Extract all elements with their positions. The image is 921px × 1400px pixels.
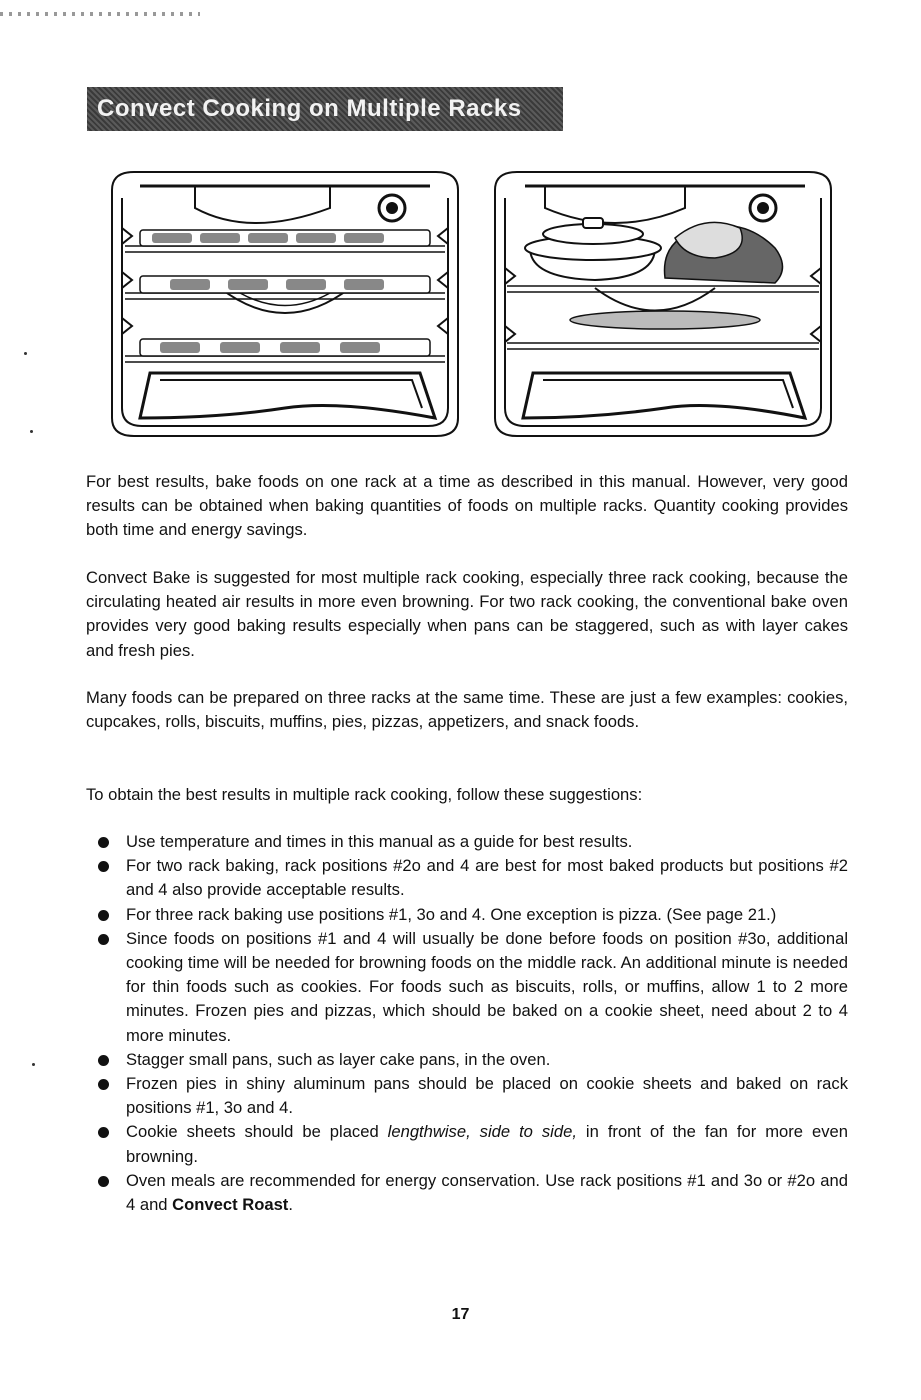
list-item-text: Frozen pies in shiny aluminum pans should be placed on cookie sheets and baked on rack positions #1, 3o and 4.: [126, 1074, 848, 1118]
oven-illustration-oven-meal: [485, 168, 840, 440]
list-item: [86, 854, 848, 902]
bullet-icon: [98, 1055, 109, 1066]
list-item: [86, 903, 848, 927]
paragraph-convect-bake: Convect Bake is suggested for most multiple rack cooking, especially three rack cooking, because the circulating heated air results in more even browning. For two rack cooking, the conventional bake oven provides very good baking results especially when pans can be staggered, such as with layer cakes and fresh pies.: [86, 568, 848, 660]
scan-speck: [32, 1063, 35, 1066]
list-item: [86, 1120, 848, 1168]
scan-artifact: [0, 12, 200, 16]
list-item: [86, 1072, 848, 1120]
page-number: 17: [451, 1306, 470, 1323]
paragraph-examples: Many foods can be prepared on three racks at the same time. These are just a few examples: cookies, cupcakes, rolls, biscuits, muffins, pies, pizzas, appetizers, and snack foods.: [86, 688, 848, 732]
list-item-text: Stagger small pans, such as layer cake pans, in the oven.: [126, 1049, 551, 1069]
scan-speck: [30, 430, 33, 433]
list-item-text-end: in front of the fan for more even browning.: [126, 1122, 848, 1166]
bullet-icon: [98, 910, 109, 921]
bullet-icon: [98, 934, 109, 945]
list-item: [86, 1169, 848, 1217]
list-item-text: For two rack baking, rack positions #2o and 4 are best for most baked products but positions #2 and 4 also provide acceptable results.: [126, 856, 848, 900]
list-item: [86, 1048, 848, 1072]
list-item-text-end: .: [288, 1195, 293, 1215]
bullet-icon: [98, 1176, 109, 1187]
list-item-emphasis: lengthwise, side to side,: [387, 1122, 577, 1142]
list-item-bold: Convect Roast: [172, 1195, 289, 1215]
list-item-text: Since foods on positions #1 and 4 will usually be done before foods on position #3o, additional cooking time will be needed for browning foods on the middle rack. An additional minute is needed for thin foods such as cookies. For foods such as biscuits, rolls, or muffins, allow 1 to 2 more minutes. Frozen pies and pizzas, which should be baked on a cookie sheet, need about 2 to 4 more minutes.: [126, 928, 848, 1045]
section-title: Convect Cooking on Multiple Racks: [97, 95, 522, 122]
list-item: [86, 830, 848, 854]
suggestions-intro: To obtain the best results in multiple rack cooking, follow these suggestions:: [86, 785, 643, 804]
oven-illustration-cookies: [100, 168, 470, 440]
list-item-text: For three rack baking use positions #1, 3o and 4. One exception is pizza. (See page 21.): [126, 904, 777, 924]
bullet-icon: [98, 1079, 109, 1090]
bullet-icon: [98, 861, 109, 872]
bullet-icon: [98, 1127, 109, 1138]
list-item-text-start: Oven meals are recommended for energy conservation. Use rack positions #1 and 3o or #2o and 4 and: [126, 1170, 848, 1215]
paragraph-intro: For best results, bake foods on one rack at a time as described in this manual. However, very good results can be obtained when baking quantities of foods on multiple racks. Quantity cooking provides both time and energy savings.: [86, 472, 848, 540]
bullet-icon: [98, 837, 109, 848]
section-title-bar: [87, 87, 563, 131]
list-item: [86, 927, 848, 1048]
list-item-text: Use temperature and times in this manual as a guide for best results.: [126, 832, 633, 851]
suggestions-list: [86, 830, 848, 1217]
list-item-text-start: Cookie sheets should be placed: [126, 1122, 388, 1142]
scan-speck: [24, 352, 27, 355]
